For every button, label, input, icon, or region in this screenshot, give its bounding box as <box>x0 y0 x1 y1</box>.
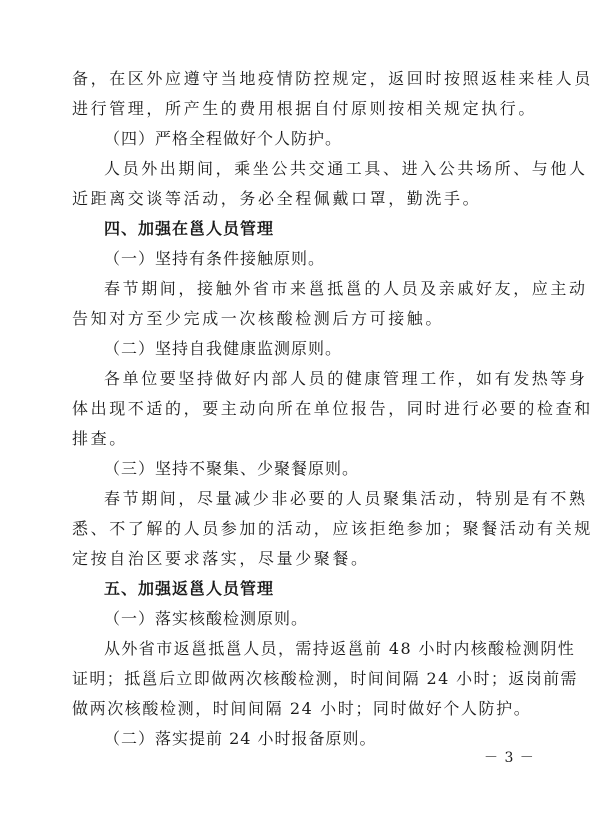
page-number: － 3 － <box>484 750 535 766</box>
body-line: 春节期间，尽量减少非必要的人员聚集活动，特别是有不熟 <box>104 489 588 508</box>
body-line: 近距离交谈等活动，务必全程佩戴口罩，勤洗手。 <box>72 189 482 208</box>
subsection-heading: （四）严格全程做好个人防护。 <box>104 129 343 148</box>
subsection-heading: （二）落实提前 24 小时报备原则。 <box>104 729 377 748</box>
body-line: 悉、不了解的人员参加的活动，应该拒绝参加；聚餐活动有关规 <box>72 519 593 538</box>
section-heading: 五、加强返邕人员管理 <box>104 579 275 598</box>
body-line: 人员外出期间，乘坐公共交通工具、进入公共场所、与他人 <box>104 159 588 178</box>
body-line: 体出现不适的，要主动向所在单位报告，同时进行必要的检查和 <box>72 399 593 418</box>
body-line: 各单位要坚持做好内部人员的健康管理工作，如有发热等身 <box>104 369 588 388</box>
body-line: 进行管理，所产生的费用根据自付原则按相关规定执行。 <box>72 99 538 118</box>
subsection-heading: （三）坚持不聚集、少聚餐原则。 <box>104 459 360 478</box>
body-line: 从外省市返邕抵邕人员，需持返邕前 48 小时内核酸检测阴性 <box>104 639 576 658</box>
body-line: 告知对方至少完成一次核酸检测后方可接触。 <box>72 309 445 328</box>
body-line: 春节期间，接触外省市来邕抵邕的人员及亲戚好友，应主动 <box>104 279 588 298</box>
body-line: 证明；抵邕后立即做两次核酸检测，时间间隔 24 小时；返岗前需 <box>72 669 578 688</box>
subsection-heading: （一）落实核酸检测原则。 <box>104 609 309 628</box>
subsection-heading: （二）坚持自我健康监测原则。 <box>104 339 343 358</box>
body-line: 定按自治区要求落实，尽量少聚餐。 <box>72 549 370 568</box>
section-heading: 四、加强在邕人员管理 <box>104 219 275 238</box>
body-line: 排查。 <box>72 429 128 448</box>
body-line: 做两次核酸检测，时间间隔 24 小时；同时做好个人防护。 <box>72 699 532 718</box>
subsection-heading: （一）坚持有条件接触原则。 <box>104 249 326 268</box>
body-line: 备，在区外应遵守当地疫情防控规定，返回时按照返桂来桂人员 <box>72 69 593 88</box>
